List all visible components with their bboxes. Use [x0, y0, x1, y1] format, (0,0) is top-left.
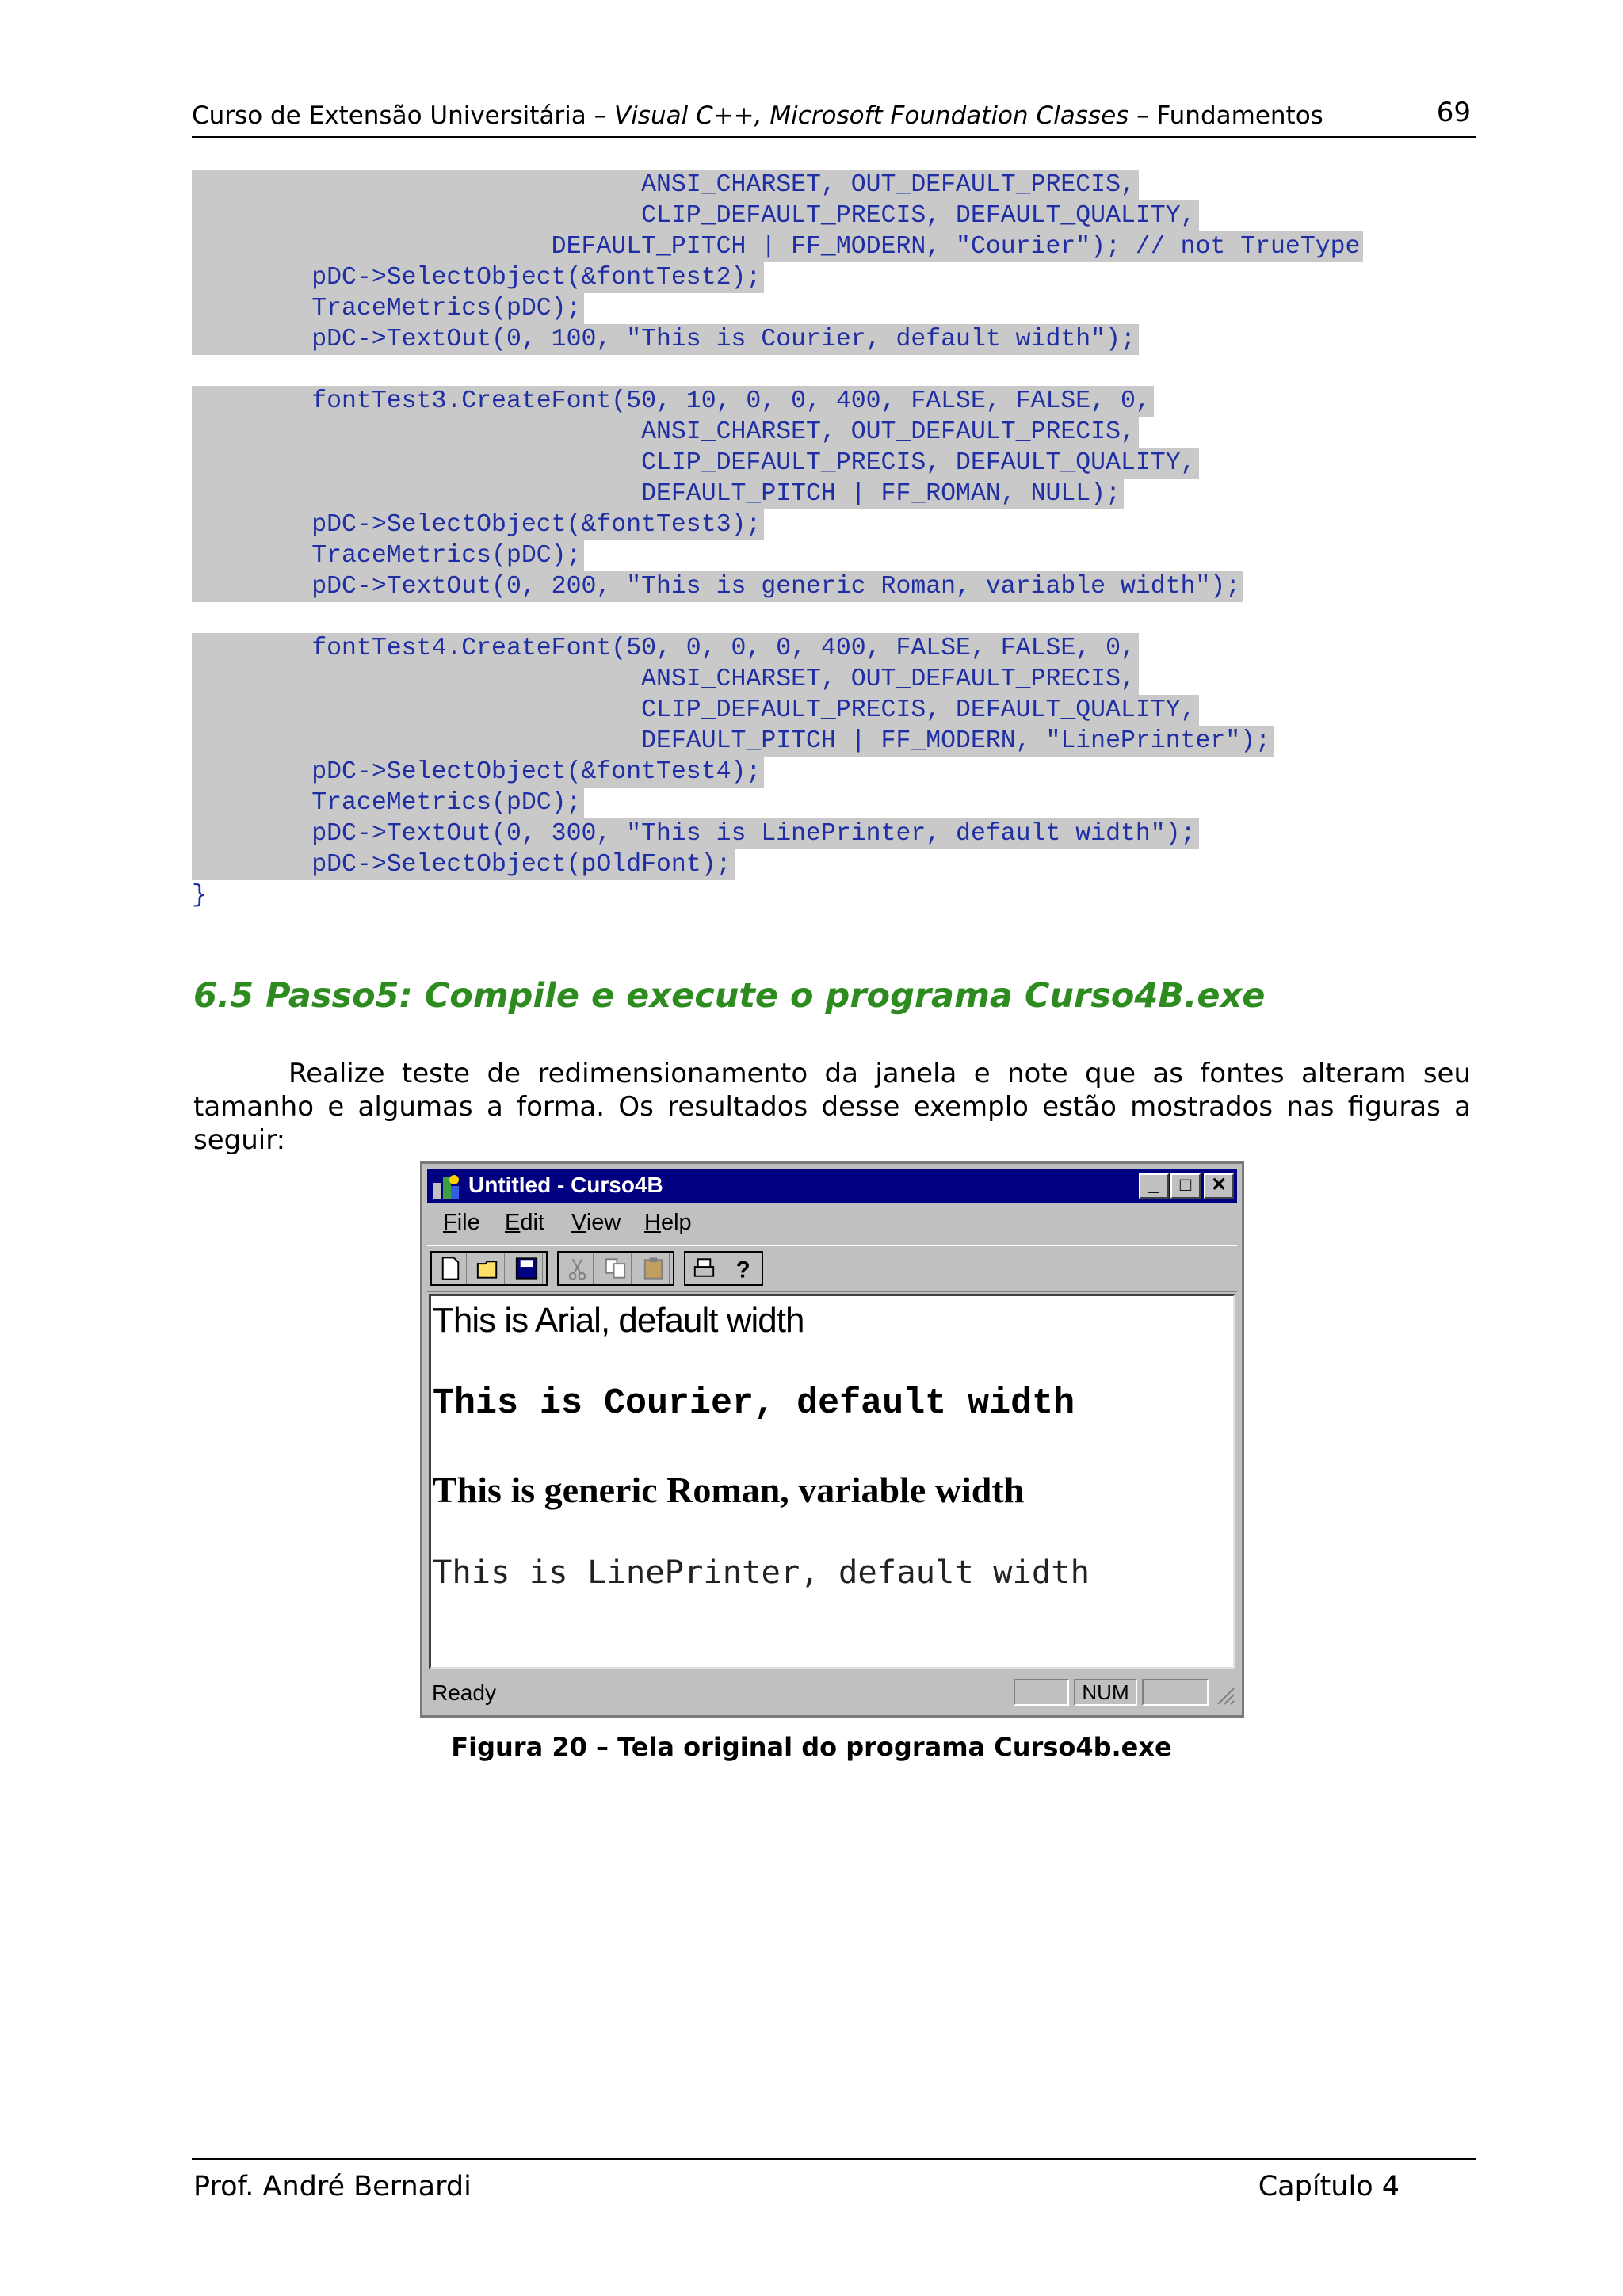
code-line-text: TraceMetrics(pDC); — [192, 540, 584, 571]
code-line — [192, 571, 1476, 602]
code-line-text: pDC->SelectObject(&fontTest4); — [192, 757, 764, 788]
output-line-lineprinter: This is LinePrinter, default width — [433, 1553, 1090, 1591]
menu-view[interactable]: View — [571, 1210, 621, 1235]
code-line — [192, 880, 1476, 911]
toolbar-misc-group — [684, 1251, 763, 1286]
menu-edit[interactable]: Edit — [505, 1210, 544, 1235]
code-line — [192, 726, 1476, 757]
code-line — [192, 262, 1476, 293]
code-line — [192, 448, 1476, 479]
code-line — [192, 540, 1476, 571]
new-file-icon[interactable] — [435, 1253, 467, 1284]
code-line — [192, 355, 1476, 386]
output-line-courier: This is Courier, default width — [433, 1383, 1075, 1424]
code-line-text: ANSI_CHARSET, OUT_DEFAULT_PRECIS, — [192, 170, 1139, 200]
code-line-text: CLIP_DEFAULT_PRECIS, DEFAULT_QUALITY, — [192, 200, 1199, 231]
code-line-text: pDC->SelectObject(&fontTest2); — [192, 262, 764, 293]
code-line — [192, 633, 1476, 664]
code-line-text: fontTest4.CreateFont(50, 0, 0, 0, 400, FALSE, FALSE, 0, — [192, 633, 1139, 664]
code-line — [192, 602, 1476, 633]
print-icon[interactable] — [689, 1253, 720, 1284]
page-footer — [192, 2158, 1476, 2207]
code-line — [192, 757, 1476, 788]
code-line — [192, 170, 1476, 200]
code-line-text: fontTest3.CreateFont(50, 10, 0, 0, 400, FALSE, FALSE, 0, — [192, 386, 1154, 417]
maximize-button[interactable]: □ — [1170, 1173, 1201, 1199]
code-line — [192, 664, 1476, 695]
paste-clipboard-icon[interactable] — [638, 1253, 670, 1284]
code-line-text: CLIP_DEFAULT_PRECIS, DEFAULT_QUALITY, — [192, 695, 1199, 726]
status-pane-scrl — [1142, 1679, 1209, 1706]
menu-bar — [427, 1205, 1237, 1240]
code-line-text: DEFAULT_PITCH | FF_MODERN, "LinePrinter"); — [192, 726, 1274, 757]
footer-author: Prof. André Bernardi — [193, 2171, 472, 2203]
code-line-text: ANSI_CHARSET, OUT_DEFAULT_PRECIS, — [192, 417, 1139, 448]
code-line-text: } — [192, 882, 207, 910]
code-line — [192, 818, 1476, 849]
cut-scissors-icon[interactable] — [562, 1253, 594, 1284]
code-line-text: TraceMetrics(pDC); — [192, 788, 584, 818]
page-header — [192, 93, 1476, 138]
window-title: Untitled - Curso4B — [468, 1173, 663, 1197]
menu-help[interactable]: Help — [644, 1210, 692, 1235]
code-line — [192, 200, 1476, 231]
code-line-text: pDC->SelectObject(pOldFont); — [192, 849, 735, 880]
copy-icon[interactable] — [600, 1253, 632, 1284]
svg-text:?: ? — [735, 1257, 750, 1283]
help-question-icon[interactable] — [727, 1253, 758, 1284]
code-line — [192, 324, 1476, 355]
close-button[interactable]: ✕ — [1204, 1173, 1234, 1199]
toolbar-file-group — [430, 1251, 548, 1286]
output-line-arial: This is Arial, default width — [433, 1301, 804, 1340]
code-line-text: pDC->TextOut(0, 100, "This is Courier, default width"); — [192, 324, 1139, 355]
code-line — [192, 231, 1476, 262]
toolbar — [427, 1245, 1237, 1292]
code-line-text: pDC->TextOut(0, 200, "This is generic Roman, variable width"); — [192, 571, 1243, 602]
code-line-text: DEFAULT_PITCH | FF_ROMAN, NULL); — [192, 479, 1124, 509]
open-folder-icon[interactable] — [473, 1253, 505, 1284]
minimize-button[interactable]: _ — [1139, 1173, 1169, 1199]
code-line-text: CLIP_DEFAULT_PRECIS, DEFAULT_QUALITY, — [192, 448, 1199, 479]
status-pane-num: NUM — [1074, 1679, 1137, 1706]
status-text: Ready — [432, 1680, 496, 1705]
output-line-roman: This is generic Roman, variable width — [433, 1470, 1025, 1510]
page-number: 69 — [1436, 97, 1471, 128]
code-line-text: ANSI_CHARSET, OUT_DEFAULT_PRECIS, — [192, 664, 1139, 695]
header-title: Curso de Extensão Universitária – Visual C++, Microsoft Foundation Classes – Fundamentos — [192, 101, 1323, 130]
code-line-text: DEFAULT_PITCH | FF_MODERN, "Courier"); // not TrueType — [192, 231, 1363, 262]
app-window-screenshot — [420, 1161, 1244, 1718]
status-pane-caps — [1014, 1679, 1069, 1706]
code-line-text: pDC->SelectObject(&fontTest3); — [192, 509, 764, 540]
window-titlebar — [427, 1169, 1237, 1203]
code-line — [192, 849, 1476, 880]
footer-chapter: Capítulo 4 — [1258, 2171, 1400, 2203]
code-line — [192, 788, 1476, 818]
code-line — [192, 479, 1476, 509]
window-client-area — [429, 1294, 1235, 1669]
code-line — [192, 509, 1476, 540]
code-line — [192, 417, 1476, 448]
code-line — [192, 293, 1476, 324]
toolbar-edit-group — [557, 1251, 674, 1286]
status-bar — [427, 1676, 1237, 1711]
code-listing — [192, 170, 1476, 911]
code-line-text: TraceMetrics(pDC); — [192, 293, 584, 324]
app-icon — [432, 1172, 460, 1200]
body-paragraph: Realize teste de redimensionamento da janela e note que as fontes alteram seu tamanho e algumas a forma. Os resultados desse exemplo estão mostrados nas figuras a seguir: — [193, 1058, 1471, 1156]
code-line — [192, 386, 1476, 417]
resize-grip-icon[interactable] — [1213, 1684, 1235, 1706]
figure-caption: Figura 20 – Tela original do programa Curso4b.exe — [451, 1732, 1172, 1762]
save-disk-icon[interactable] — [511, 1253, 543, 1284]
section-heading: 6.5 Passo5: Compile e execute o programa Curso4B.exe — [193, 976, 1266, 1016]
code-line-text: pDC->TextOut(0, 300, "This is LinePrinter, default width"); — [192, 818, 1199, 849]
menu-file[interactable]: File — [443, 1210, 480, 1235]
code-line — [192, 695, 1476, 726]
